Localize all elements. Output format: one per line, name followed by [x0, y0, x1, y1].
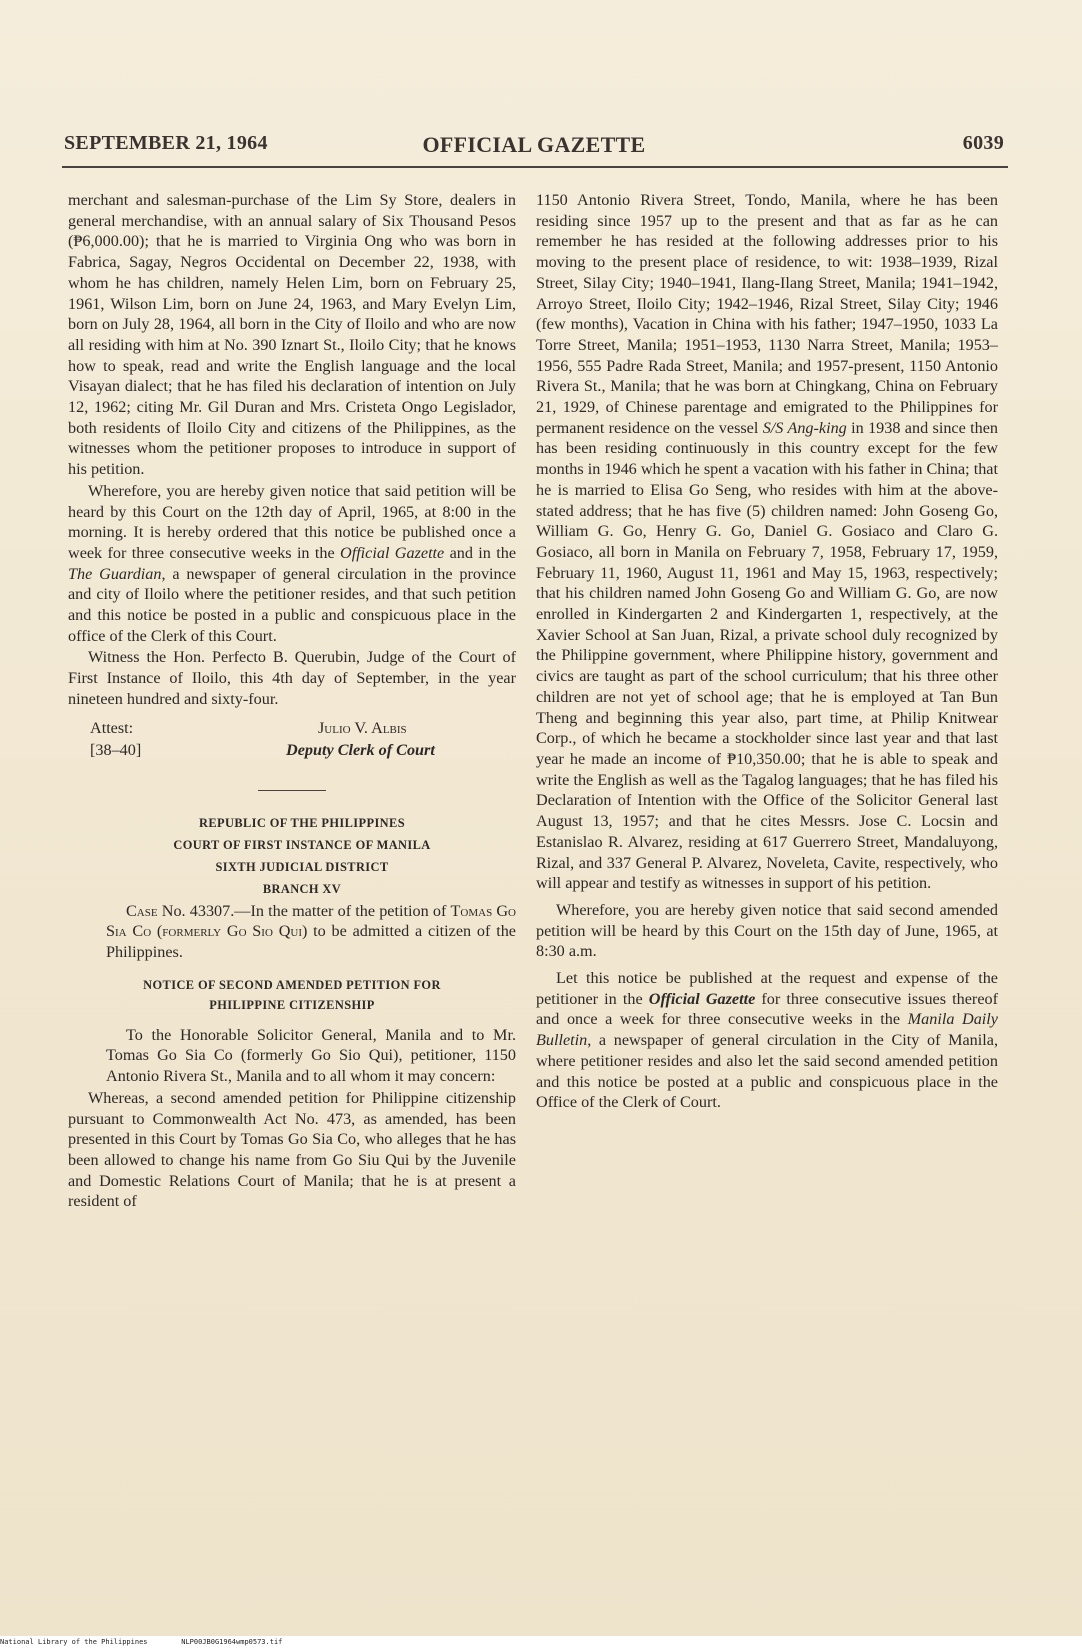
addressee-paragraph: To the Honorable Solicitor General, Manila and to Mr. Tomas Go Sia Co (formerly Go Sio Qui), petitioner, 1150 Antonio Rivera St., Manila and to all whom it may concern: — [106, 1025, 516, 1086]
publication-title: OFFICIAL GAZETTE — [422, 132, 646, 157]
scan-footer-text: National Library of the Philippines NLP00JB0G1964wmp0573.tif — [0, 1638, 283, 1646]
hearing-paragraph: Wherefore, you are hereby given notice that said second amended petition will be heard by this Court on the 15th day of June, 1965, at 8:30 a.m. — [536, 900, 998, 961]
clerk-name: Julio V. Albis — [318, 718, 407, 737]
bulletin-ref: Manila Daily Bulletin — [536, 1010, 998, 1050]
attest-label: Attest: — [90, 718, 134, 737]
whereas-paragraph: Whereas, a second amended petition for Philippine citizenship pursuant to Commonwealth Act No. 473, as amended, has been presented in this Court by Tomas Go Sia Co, who alleges that he has been allowed to change his name from Go Siu Qui by the Juvenile and Domestic Relations Court of Manila; that he is at present a resident of — [68, 1088, 516, 1211]
clerk-title: Deputy Clerk of Court — [286, 740, 435, 759]
vessel-name: S/S Ang-king — [762, 418, 847, 437]
case-caption: Case No. 43307.—In the matter of the petition of Tomas Go Sia Co (formerly Go Sio Qui) to be admitted a citizen of the Philippines. — [106, 901, 517, 961]
left-column — [68, 190, 516, 1212]
attest-block — [68, 718, 516, 764]
official-gazette-ref: Official Gazette — [340, 543, 445, 562]
publication-paragraph: Let this notice be published at the request and expense of the petitioner in the Official Gazette for three consecutive issues thereof and once a week for three consecutive weeks in the Manila Daily Bulletin, a newspaper of general circulation in the City of Manila, where petitioner resides and also let the said second amended petition and this notice be posted at a public and conspicuous place in the Office of the Clerk of Court. — [536, 969, 998, 1112]
continued-paragraph: merchant and salesman-purchase of the Lim Sy Store, dealers in general merchandise, with an annual salary of Six Thousand Pesos (₱6,000.00); that he is married to Virginia Ong who was born in Fabrica, Sagay, Negros Occidental on December 22, 1938, with whom he has children, namely Helen Lim, born on February 25, 1961, Wilson Lim, born on June 24, 1963, and Mary Evelyn Lim, born on July 28, 1964, all born in the City of Iloilo and who are now all residing with him at No. 390 Iznart St., Iloilo City; that he knows how to speak, read and write the English language and the local Visayan dialect; that he has filed his declaration of intention on July 12, 1962; citing Mr. Gil Duran and Mrs. Cristeta Ongo Legislador, both residents of Iloilo City and citizens of the Philippines, as the witnesses whom the petitioner proposes to introduce in support of his petition. — [68, 191, 516, 479]
wherefore-paragraph: Wherefore, you are hereby given notice that said petition will be heard by this Court on the 12th day of April, 1965, at 8:00 in the morning. It is hereby ordered that this notice be published once a week for three consecutive weeks in the Official Gazette and in the The Guardian, a newspaper of general circulation in the province and city of Iloilo where the petitioner resides, and that such petition and this notice be posted in a public and conspicuous place in the office of the Clerk of this Court. — [68, 481, 517, 645]
court-heading-republic: REPUBLIC OF THE PHILIPPINES — [199, 815, 405, 830]
witness-paragraph: Witness the Hon. Perfecto B. Querubin, Judge of the Court of First Instance of Iloilo, this 4th day of September, in the year nineteen hundred and sixty-four. — [68, 648, 516, 708]
page-number: 6039 — [962, 132, 1004, 154]
page-header — [64, 132, 1004, 164]
petitioner-name: Tomas Go Sia Co (formerly Go Sio Qui) — [106, 901, 517, 941]
court-heading-branch: BRANCH XV — [262, 881, 342, 896]
notice-code: [38–40] — [90, 740, 142, 759]
notice-heading: NOTICE OF SECOND AMENDED PETITION FOR PHILIPPINE CITIZENSHIP — [143, 977, 441, 1012]
court-heading-court: COURT OF FIRST INSTANCE OF MANILA — [173, 837, 431, 852]
residence-paragraph: 1150 Antonio Rivera Street, Tondo, Manila, where he has been residing since 1957 up to the present and that as far as he can remember he has resided at the following addresses prior to his moving to the present place of residence, to wit: 1938–1939, Rizal Street, Silay City; 1940–1941, Ilang-Ilang Street, Manila; 1941–1942, Arroyo Street, Iloilo City; 1942–1946, Rizal Street, Silay City; 1946 (few months), Vacation in China with his father; 1947–1950, 1033 La Torre Street, Manila; 1951–1953, 1130 Narra Street, Manila; 1953–1956, 555 Padre Rada Street, Manila; and 1957-present, 1150 Antonio Rivera St., Manila; that he was born at Chingkang, China on February 21, 1929, of Chinese parentage and emigrated to the Philippines for permanent residence on the vessel S/S Ang-king in 1938 and since then has been residing continuously in this country except for the few months in 1946 which he spent a vacation with his father in China; that he is married to Elisa Go Seng, who resides with him at the above-stated address; that he has five (5) children named: John Goseng Go, William G. Go, Henry G. Go, Daniel G. Gosiaco and Claro G. Gosiaco, all born in Manila on February 7, 1958, February 17, 1959, February 11, 1960, August 11, 1961 and May 15, 1963, respectively; that his children named John Goseng Go and William G. Go, are now enrolled in Kindergarten 2 and Kindergarten 1, respectively, at the Xavier School at San Juan, Rizal, a private school duly recognized by the Philippine government, where Philippine history, government and civics are taught as part of the school curriculum; that his three other children are not yet of school age; that he is employed at Tan Bun Theng and beginning this year also, part time, at Philip Knitwear Corp., of which he became a stockholder since last year and that last year he made an income of ₱10,350.00; that he is able to speak and write the English as well as the Tagalog languages; that he has filed his Declaration of Intention with the Office of the Solicitor General last August 13, 1957; and that he cites Messrs. Jose C. Locsin and Estanislao R. Alvarez, residing at 617 Guerrero Street, Mandaluyong, Rizal, and 337 General P. Alvarez, Noveleta, Cavite, respectively, who will appear and testify as witnesses in support of his petition. — [536, 191, 998, 893]
court-heading-district: SIXTH JUDICIAL DISTRICT — [215, 859, 389, 874]
official-gazette-ref: Official Gazette — [648, 989, 756, 1008]
right-column — [536, 190, 998, 1113]
header-rule — [62, 166, 1008, 168]
case-label: Case — [126, 901, 158, 920]
guardian-ref: The Guardian — [68, 564, 162, 583]
issue-date: SEPTEMBER 21, 1964 — [64, 132, 268, 154]
section-divider — [258, 790, 326, 791]
